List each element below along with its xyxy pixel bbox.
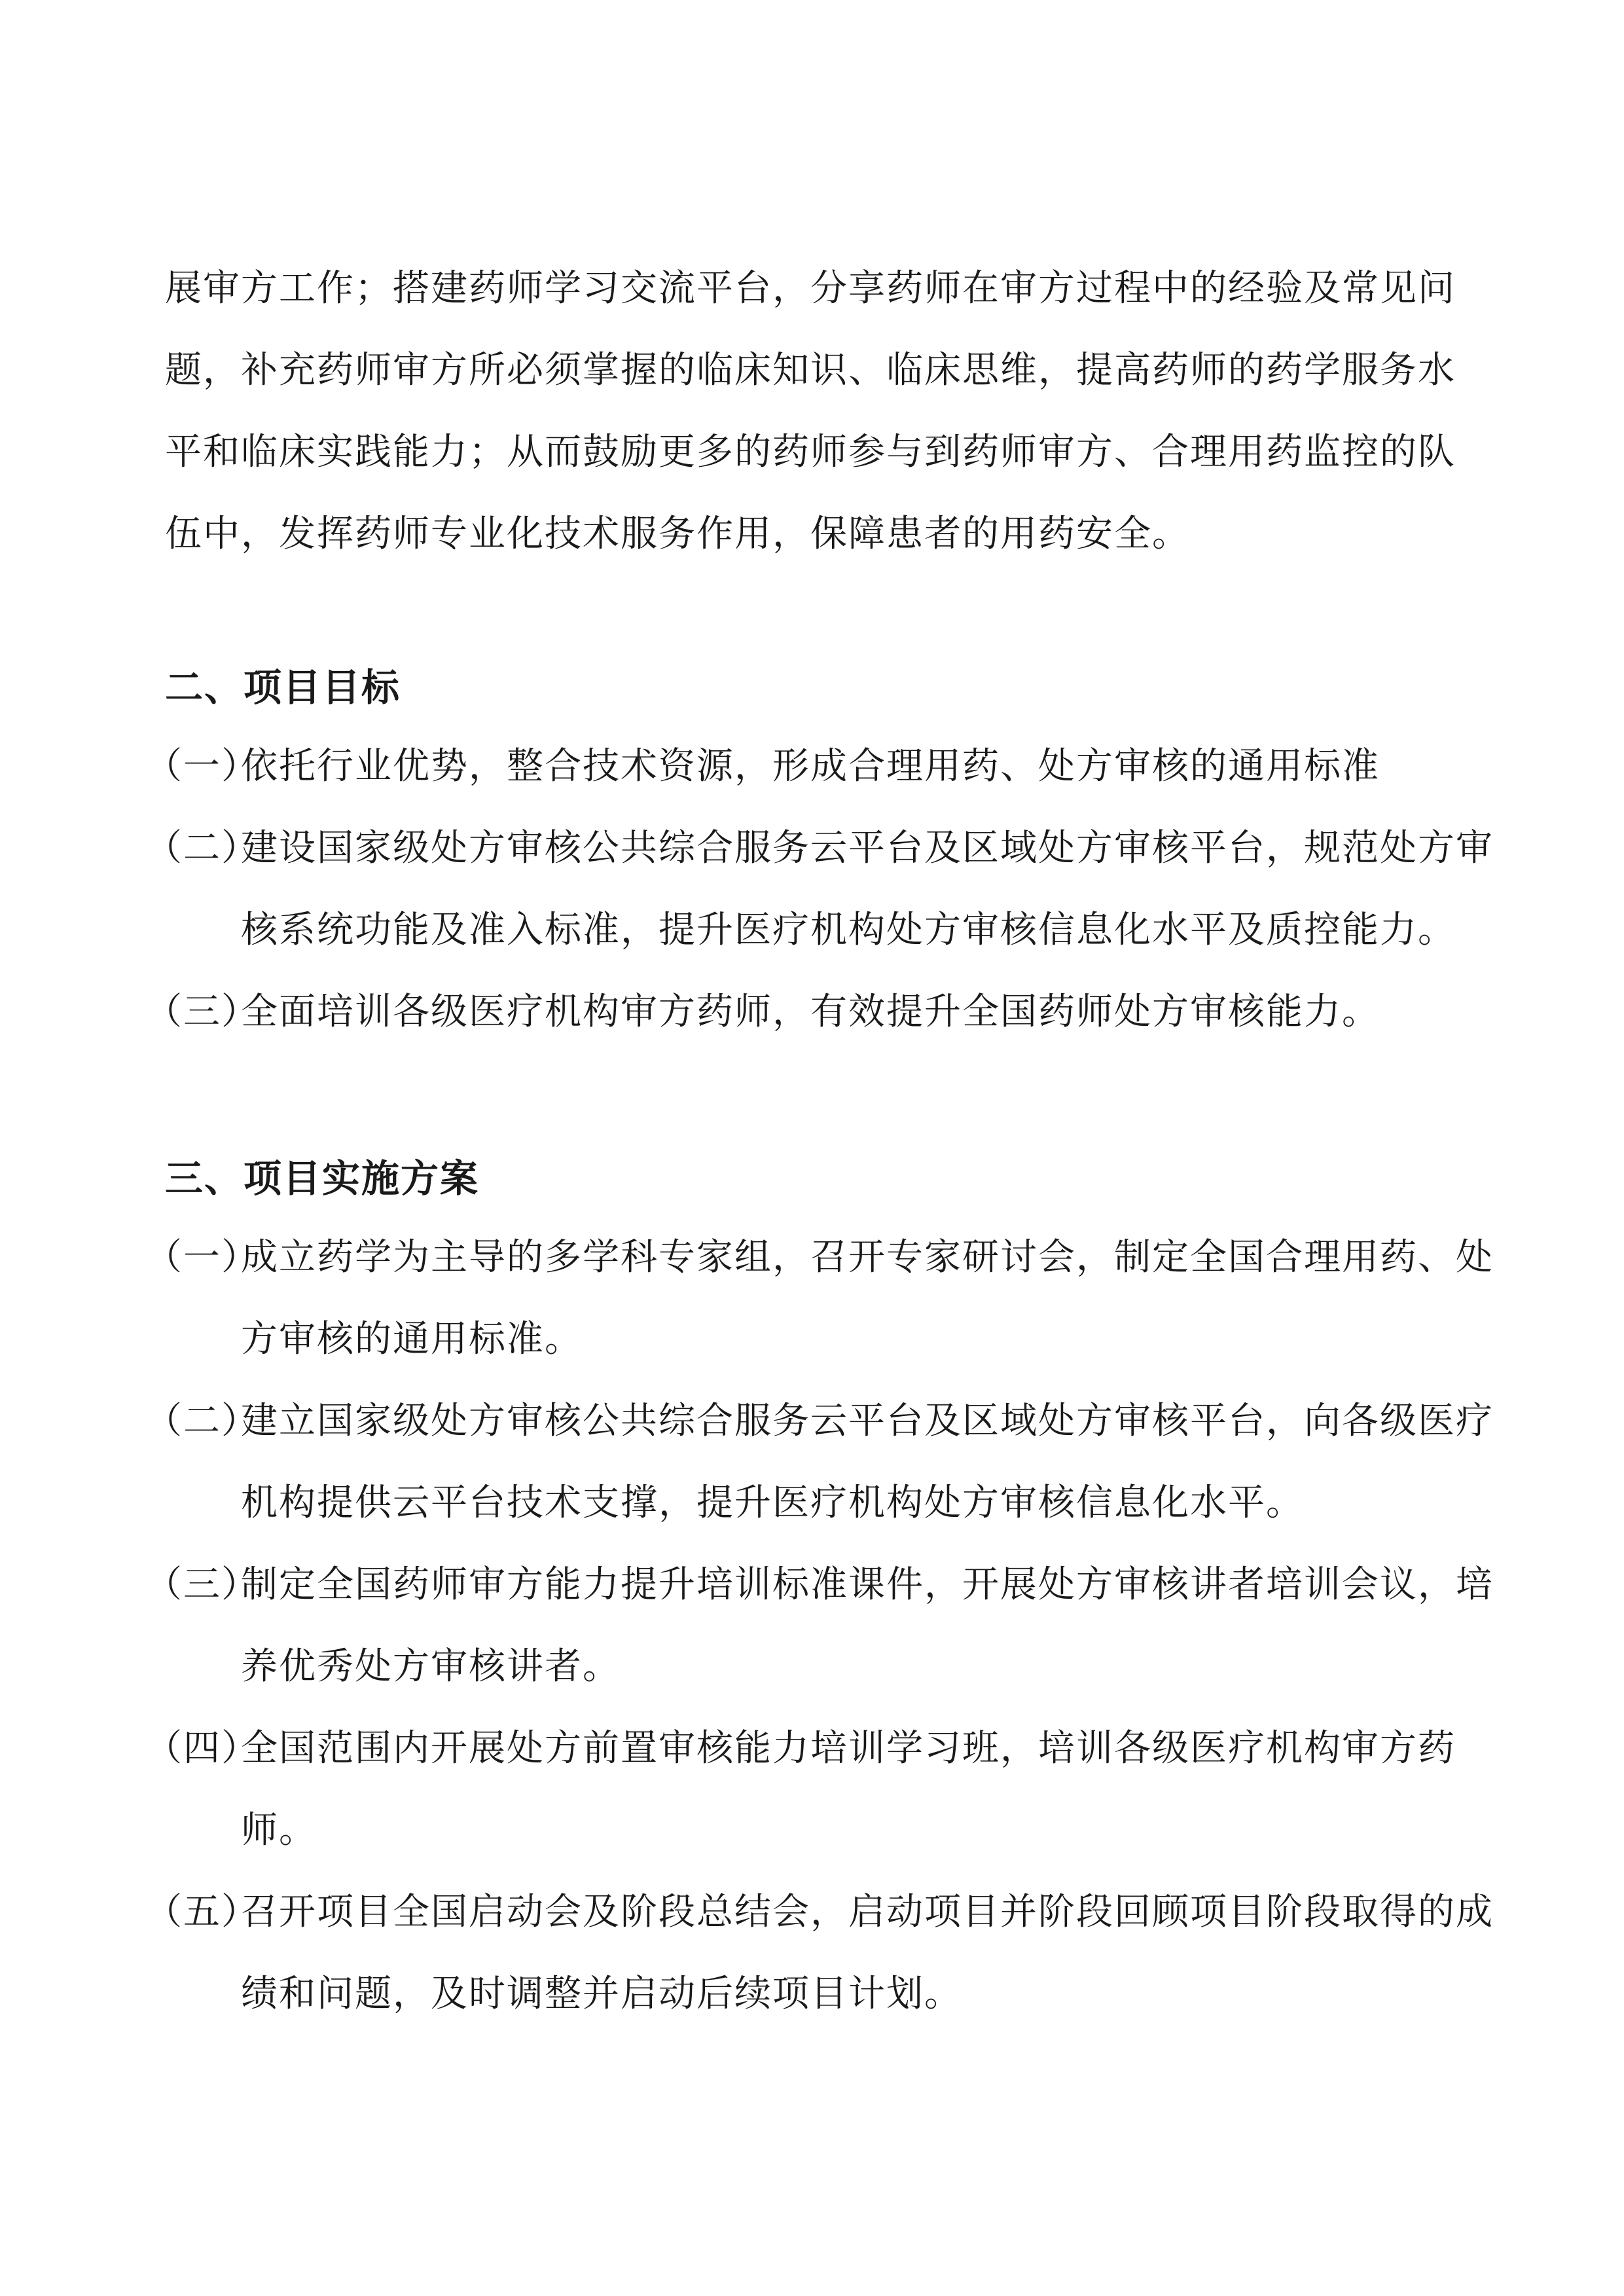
list-item-line: 依托行业优势，整合技术资源，形成合理用药、处方审核的通用标准 <box>241 745 1380 788</box>
list-item-number: （二） <box>145 1400 259 1442</box>
list-item-number: （一） <box>145 1236 259 1279</box>
list-item-text <box>241 1216 1494 1380</box>
intro-paragraph <box>165 247 1461 575</box>
paragraph-line: 伍中，发挥药师专业化技术服务作用，保障患者的用药安全。 <box>165 513 1190 555</box>
list-item-text <box>241 1871 1494 2035</box>
list-item-number: （三） <box>145 991 259 1033</box>
list-item-line: 方审核的通用标准。 <box>241 1318 583 1360</box>
list-item-line: 建设国家级处方审核公共综合服务云平台及区域处方审核平台，规范处方审 <box>241 827 1494 869</box>
list-item-line: 建立国家级处方审核公共综合服务云平台及区域处方审核平台，向各级医疗 <box>241 1400 1494 1442</box>
list-item-line: 绩和问题，及时调整并启动后续项目计划。 <box>241 1973 962 2015</box>
list-item-text <box>241 1544 1494 1707</box>
list-item-line: 核系统功能及准入标准，提升医疗机构处方审核信息化水平及质控能力。 <box>241 909 1456 951</box>
list-item-number: （二） <box>145 827 259 869</box>
list-item-line: 全国范围内开展处方前置审核能力培训学习班，培训各级医疗机构审方药 <box>241 1727 1456 1770</box>
list-item-text <box>241 971 1471 1053</box>
list-item-line: 师。 <box>241 1809 317 1851</box>
section-heading-plan: 三、项目实施方案 <box>165 1156 480 1201</box>
list-item-number: （三） <box>145 1563 259 1606</box>
list-item-text <box>241 725 1471 807</box>
list-item-number: （一） <box>145 745 259 788</box>
list-item-line: 机构提供云平台技术支撑，提升医疗机构处方审核信息化水平。 <box>241 1482 1304 1524</box>
list-item-number: （五） <box>145 1891 259 1933</box>
list-item-text <box>241 1380 1494 1544</box>
list-item-line: 制定全国药师审方能力提升培训标准课件，开展处方审核讲者培训会议，培 <box>241 1563 1494 1606</box>
list-item-line: 召开项目全国启动会及阶段总结会，启动项目并阶段回顾项目阶段取得的成 <box>241 1891 1494 1933</box>
paragraph-line: 展审方工作；搭建药师学习交流平台，分享药师在审方过程中的经验及常见问 <box>165 267 1456 310</box>
list-item-line: 全面培训各级医疗机构审方药师，有效提升全国药师处方审核能力。 <box>241 991 1380 1033</box>
paragraph-line: 题，补充药师审方所必须掌握的临床知识、临床思维，提高药师的药学服务水 <box>165 349 1456 392</box>
list-item-number: （四） <box>145 1727 259 1770</box>
list-item-text <box>241 1707 1471 1871</box>
paragraph-line: 平和临床实践能力；从而鼓励更多的药师参与到药师审方、合理用药监控的队 <box>165 431 1456 473</box>
list-item-line: 养优秀处方审核讲者。 <box>241 1645 621 1688</box>
section-heading-goals: 二、项目目标 <box>165 665 401 710</box>
list-item-text <box>241 807 1494 971</box>
list-item-line: 成立药学为主导的多学科专家组，召开专家研讨会，制定全国合理用药、处 <box>241 1236 1494 1279</box>
